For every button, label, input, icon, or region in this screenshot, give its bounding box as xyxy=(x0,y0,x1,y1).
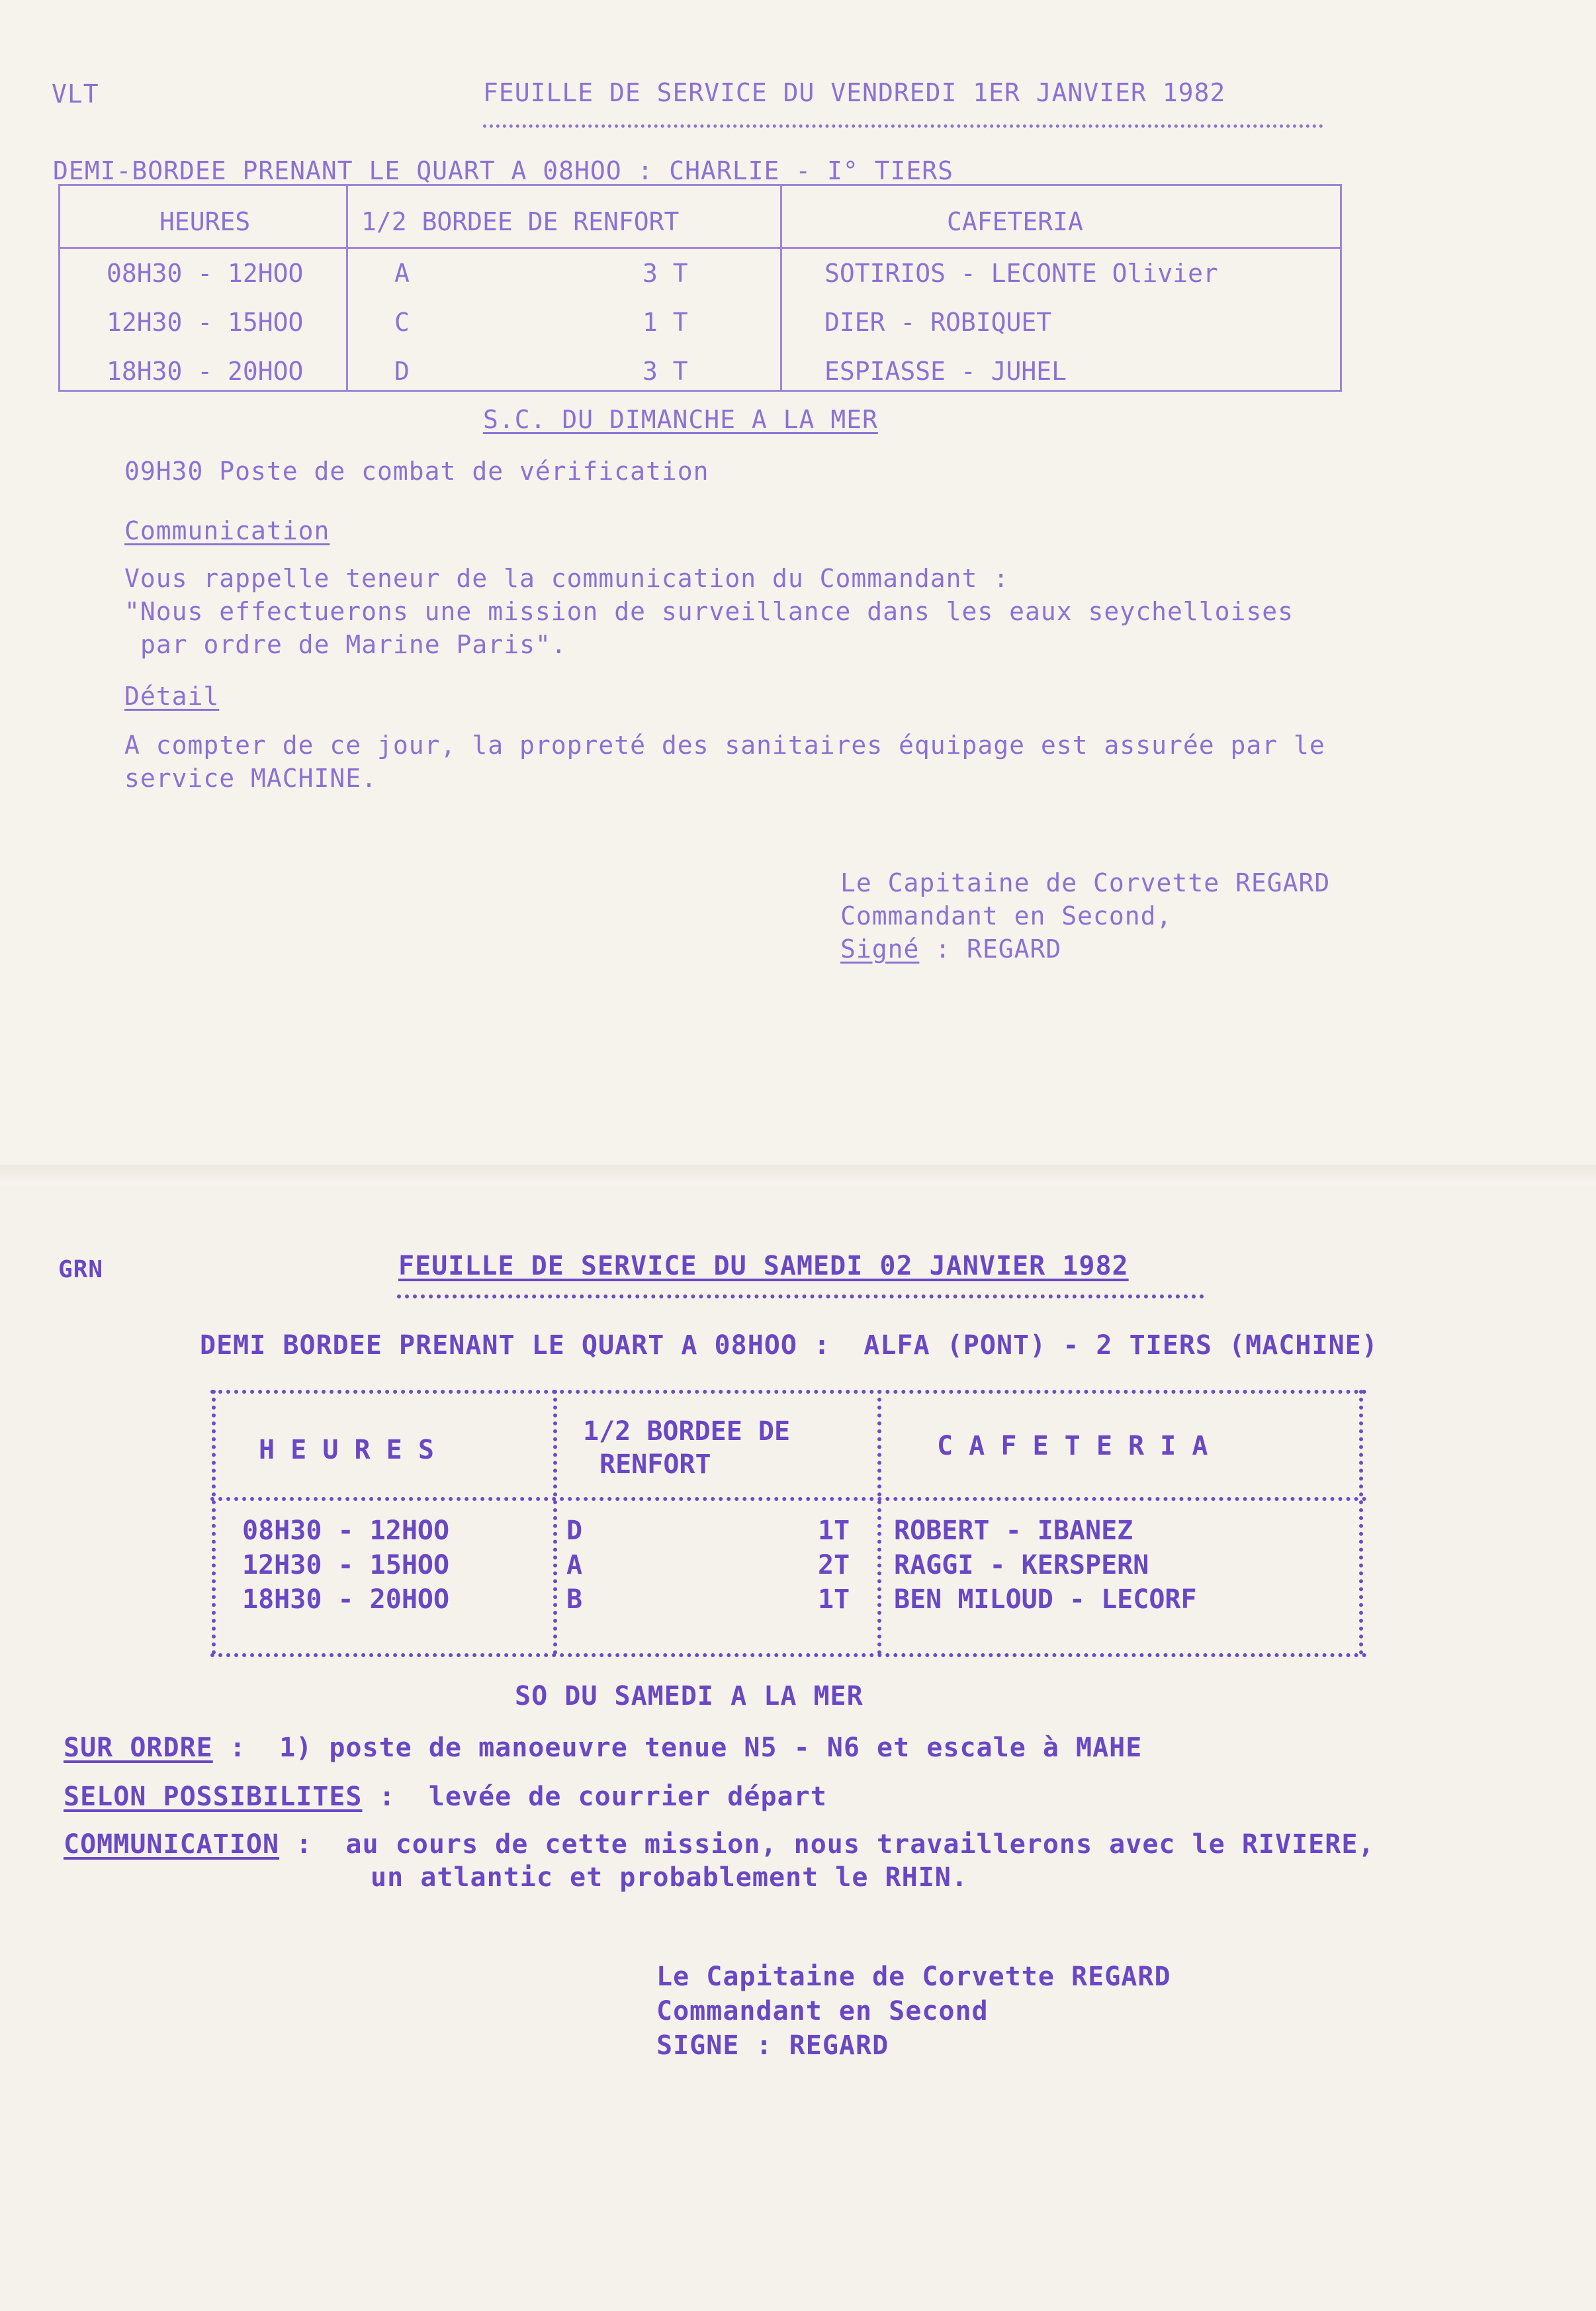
sheet2-table-header-divider xyxy=(210,1497,1367,1501)
sheet2-order-line xyxy=(64,1733,1142,1763)
sheet2-possibilities-line xyxy=(64,1782,827,1812)
sheet2-corner-code: GRN xyxy=(58,1256,104,1283)
sheet2-row-bordee: D xyxy=(566,1516,583,1546)
sheet2-row-tiers: 2T xyxy=(818,1550,850,1580)
sheet2-signature-line: Commandant en Second xyxy=(656,1996,989,2026)
sheet2-header-bordee-line2: RENFORT xyxy=(599,1449,711,1480)
sheet2-communication-label: COMMUNICATION xyxy=(64,1829,280,1860)
sheet1-row-bordee: A xyxy=(394,259,410,288)
sheet2-possibilities-label: SELON POSSIBILITES xyxy=(64,1782,363,1812)
sheet1-row-cafeteria: DIER - ROBIQUET xyxy=(824,308,1052,337)
sheet1-corner-code: VLT xyxy=(52,79,99,109)
sheet1-header-hours: HEURES xyxy=(159,207,251,236)
sheet2-row-hours: 08H30 - 12HOO xyxy=(242,1516,450,1546)
sheet2-communication-line: un atlantic et probablement le RHIN. xyxy=(371,1862,968,1893)
sheet2-possibilities-text: : levée de courrier départ xyxy=(362,1782,827,1812)
sheet-separator xyxy=(0,1165,1596,1185)
sheet2-header-hours: H E U R E S xyxy=(259,1435,434,1465)
sheet2-header-cafeteria: C A F E T E R I A xyxy=(937,1431,1208,1461)
sheet1-row-tiers: 1 T xyxy=(643,308,688,337)
sheet2-row-hours: 18H30 - 20HOO xyxy=(242,1584,450,1615)
sheet2-row-tiers: 1T xyxy=(818,1584,850,1615)
sheet1-schedule-table xyxy=(58,184,1342,392)
sheet2-title: FEUILLE DE SERVICE DU SAMEDI 02 JANVIER 1982 xyxy=(398,1251,1129,1281)
sheet2-signature-line: SIGNE : REGARD xyxy=(656,2030,889,2061)
sheet2-row-cafeteria: BEN MILOUD - LECORF xyxy=(894,1584,1197,1615)
sheet1-signature-line: Commandant en Second, xyxy=(840,901,1173,930)
sheet2-row-bordee: A xyxy=(566,1550,583,1580)
sheet1-row-tiers: 3 T xyxy=(643,357,688,386)
sheet1-communication-line: par ordre de Marine Paris". xyxy=(140,630,567,659)
sheet1-row-bordee: C xyxy=(394,308,410,337)
sheet2-communication-line xyxy=(64,1829,1375,1860)
sheet1-detail-line: service MACHINE. xyxy=(124,764,378,793)
sheet2-row-cafeteria: RAGGI - KERSPERN xyxy=(894,1550,1149,1580)
sheet2-header-bordee: 1/2 BORDEE DE xyxy=(583,1416,791,1447)
sheet1-detail-line: A compter de ce jour, la propreté des sanitaires équipage est assurée par le xyxy=(124,731,1325,760)
sheet2-table-bottom-border xyxy=(210,1653,1367,1657)
sheet1-communication-line: "Nous effectuerons une mission de surveillance dans les eaux seychelloises xyxy=(124,597,1294,626)
sheet1-communication-heading: Communication xyxy=(124,516,330,545)
sheet1-row-cafeteria: SOTIRIOS - LECONTE Olivier xyxy=(824,259,1218,288)
sheet1-row-tiers: 3 T xyxy=(643,259,688,288)
sheet1-signature-line xyxy=(840,934,1061,964)
sheet1-signed-label: Signé xyxy=(840,934,920,964)
sheet2-order-label: SUR ORDRE xyxy=(64,1733,213,1763)
sheet1-title: FEUILLE DE SERVICE DU VENDREDI 1ER JANVIER 1982 xyxy=(483,78,1226,107)
sheet1-header-bordee: 1/2 BORDEE DE RENFORT xyxy=(361,207,680,236)
sheet2-communication-text: : au cours de cette mission, nous travaillerons avec le RIVIERE, xyxy=(279,1829,1375,1860)
sheet2-signature-line: Le Capitaine de Corvette REGARD xyxy=(656,1962,1171,1992)
sheet1-row-hours: 08H30 - 12HOO xyxy=(107,259,304,288)
sheet2-title-divider xyxy=(397,1294,1204,1298)
sheet1-watch-line: DEMI-BORDEE PRENANT LE QUART A 08HOO : CHARLIE - I° TIERS xyxy=(53,156,954,185)
sheet2-row-bordee: B xyxy=(566,1584,583,1615)
sheet1-signed-name: : REGARD xyxy=(919,934,1062,964)
sheet1-row-bordee: D xyxy=(394,357,410,386)
sheet2-schedule-table xyxy=(212,1390,1363,1654)
sheet1-so-line: 09H30 Poste de combat de vérification xyxy=(124,457,709,486)
sheet1-row-hours: 18H30 - 20HOO xyxy=(107,357,304,386)
sheet2-watch-line: DEMI BORDEE PRENANT LE QUART A 08HOO : ALFA (PONT) - 2 TIERS (MACHINE) xyxy=(200,1330,1378,1361)
sheet2-row-tiers: 1T xyxy=(818,1516,850,1546)
sheet1-so-title: S.C. DU DIMANCHE A LA MER xyxy=(483,405,878,434)
sheet1-title-divider xyxy=(483,124,1323,128)
sheet1-row-cafeteria: ESPIASSE - JUHEL xyxy=(824,357,1067,386)
sheet1-detail-heading: Détail xyxy=(124,682,220,711)
sheet1-communication-line: Vous rappelle teneur de la communication du Commandant : xyxy=(124,564,1010,593)
sheet2-row-cafeteria: ROBERT - IBANEZ xyxy=(894,1516,1133,1546)
sheet2-row-hours: 12H30 - 15HOO xyxy=(242,1550,450,1580)
sheet1-row-hours: 12H30 - 15HOO xyxy=(107,308,304,337)
sheet1-header-cafeteria: CAFETERIA xyxy=(947,207,1083,236)
sheet2-order-text: : 1) poste de manoeuvre tenue N5 - N6 et escale à MAHE xyxy=(212,1733,1143,1763)
sheet1-signature-line: Le Capitaine de Corvette REGARD xyxy=(840,868,1331,897)
sheet2-so-title: SO DU SAMEDI A LA MER xyxy=(515,1681,864,1711)
